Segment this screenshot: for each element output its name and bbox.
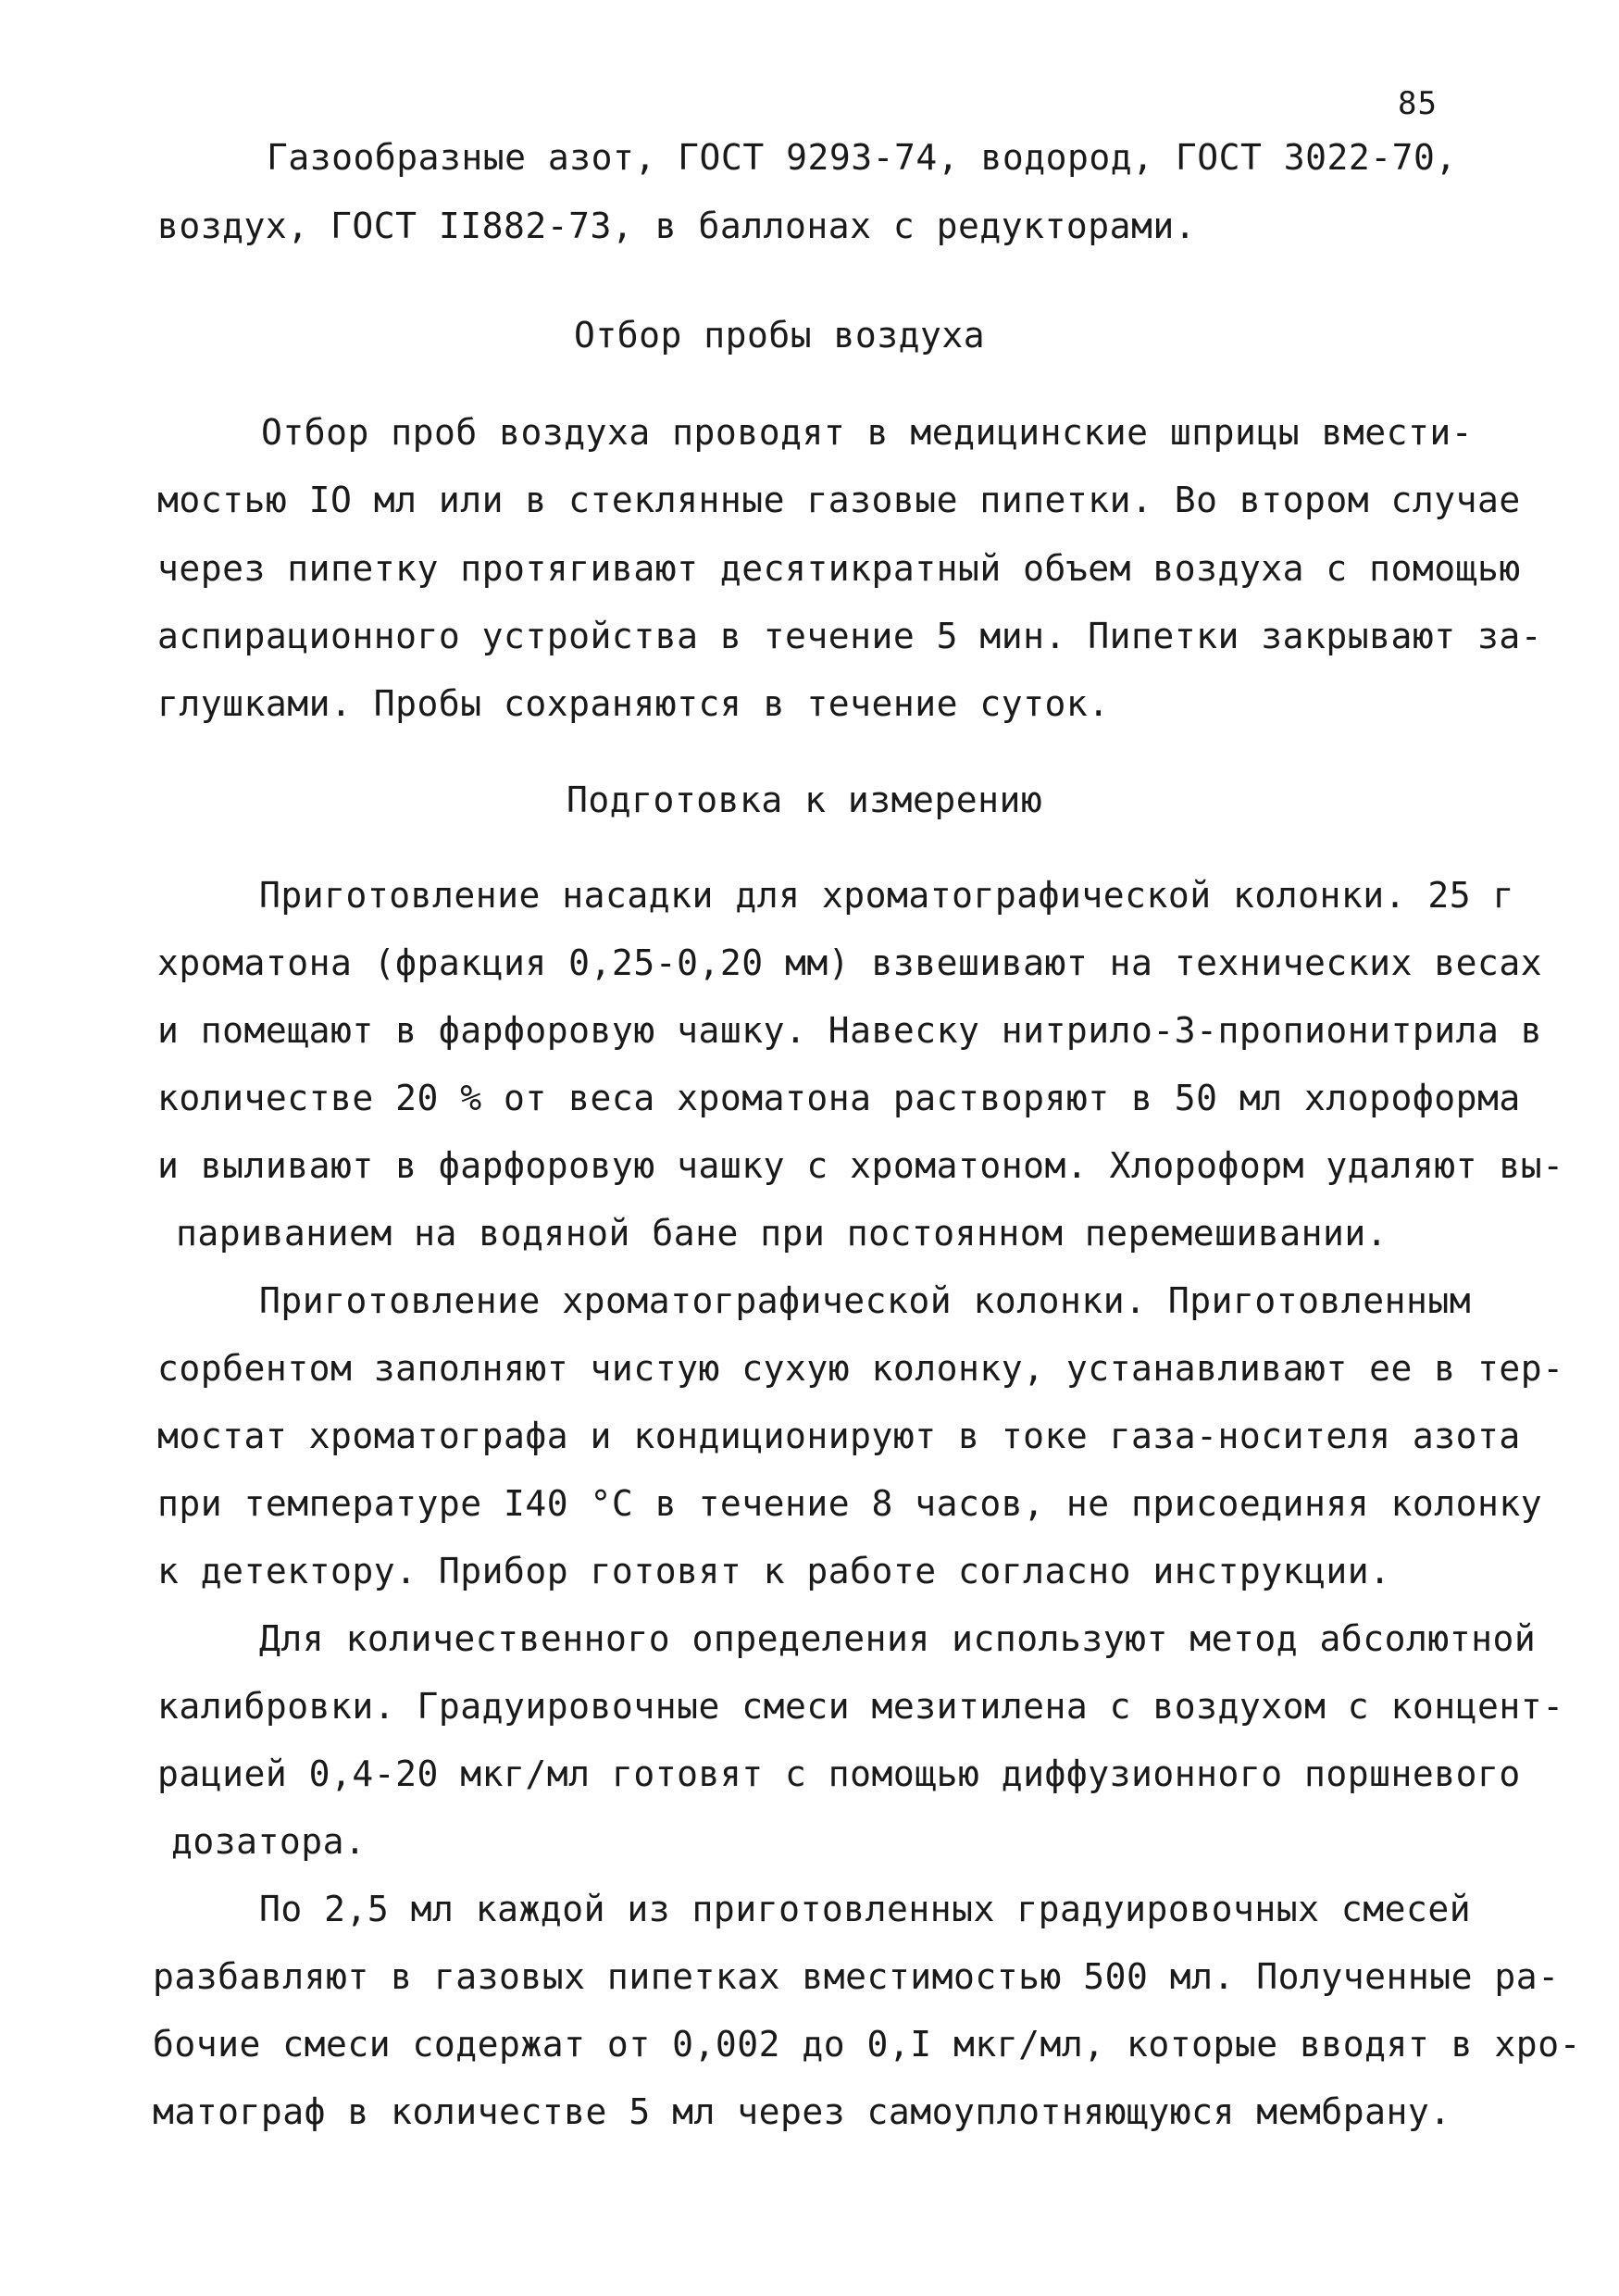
paragraph-line: матограф в количестве 5 мл через самоуплотняющуюся мембрану. (153, 2091, 1451, 2132)
section-title-preparation: Подготовка к измерению (567, 780, 1043, 820)
paragraph-line: Отбор проб воздуха проводят в медицинские шприцы вмести- (261, 412, 1474, 453)
paragraph-line: мостью IO мл или в стеклянные газовые пипетки. Во втором случае (157, 480, 1521, 520)
paragraph-line: количестве 20 % от веса хроматона растворяют в 50 мл хлороформа (157, 1078, 1521, 1118)
paragraph-line: разбавляют в газовых пипетках вместимостью 500 мл. Полученные ра- (153, 1956, 1560, 1997)
paragraph-line: глушками. Пробы сохраняются в течение суток. (157, 683, 1110, 724)
paragraph-line: сорбентом заполняют чистую сухую колонку, устанавливают ее в тер- (157, 1348, 1564, 1389)
paragraph-line: через пипетку протягивают десятикратный объем воздуха с помощью (157, 548, 1521, 589)
paragraph-line: Приготовление хроматографической колонки. Приготовленным (259, 1280, 1472, 1321)
paragraph-line: калибровки. Градуировочные смеси мезитилена с воздухом с концент- (157, 1686, 1564, 1727)
paragraph-line: Для количественного определения используют метод абсолютной (259, 1618, 1537, 1659)
page-number: 85 (1398, 85, 1438, 122)
paragraph-line: бочие смеси содержат от 0,002 до 0,I мкг/мл, которые вводят в хро- (153, 2024, 1581, 2065)
paragraph-line: хроматона (фракция 0,25-0,20 мм) взвешивают на технических весах (157, 942, 1543, 983)
paragraph-line: и выливают в фарфоровую чашку с хроматоном. Хлороформ удаляют вы- (157, 1145, 1564, 1186)
intro-line: воздух, ГОСТ II882-73, в баллонах с редукторами. (157, 206, 1197, 246)
section-title-sampling: Отбор пробы воздуха (574, 315, 986, 356)
paragraph-line: и помещают в фарфоровую чашку. Навеску нитрило-3-пропионитрила в (157, 1010, 1543, 1051)
paragraph-line: Приготовление насадки для хроматографической колонки. 25 г (259, 875, 1514, 916)
paragraph-line: По 2,5 мл каждой из приготовленных градуировочных смесей (259, 1889, 1472, 1929)
paragraph-line: рацией 0,4-20 мкг/мл готовят с помощью диффузионного поршневого (157, 1753, 1521, 1794)
paragraph-line: аспирационного устройства в течение 5 мин. Пипетки закрывают за- (157, 616, 1543, 656)
paragraph-line: париванием на водяной бане при постоянном перемешивании. (176, 1213, 1389, 1254)
paragraph-line: при температуре I40 °C в течение 8 часов, не присоединяя колонку (157, 1483, 1543, 1524)
paragraph-line: дозатора. (171, 1821, 367, 1862)
paragraph-line: к детектору. Прибор готовят к работе согласно инструкции. (157, 1551, 1391, 1591)
paragraph-line: мостат хроматографа и кондиционируют в токе газа-носителя азота (157, 1416, 1521, 1456)
intro-line: Газообразные азот, ГОСТ 9293-74, водород, ГОСТ 3022-70, (267, 137, 1457, 178)
